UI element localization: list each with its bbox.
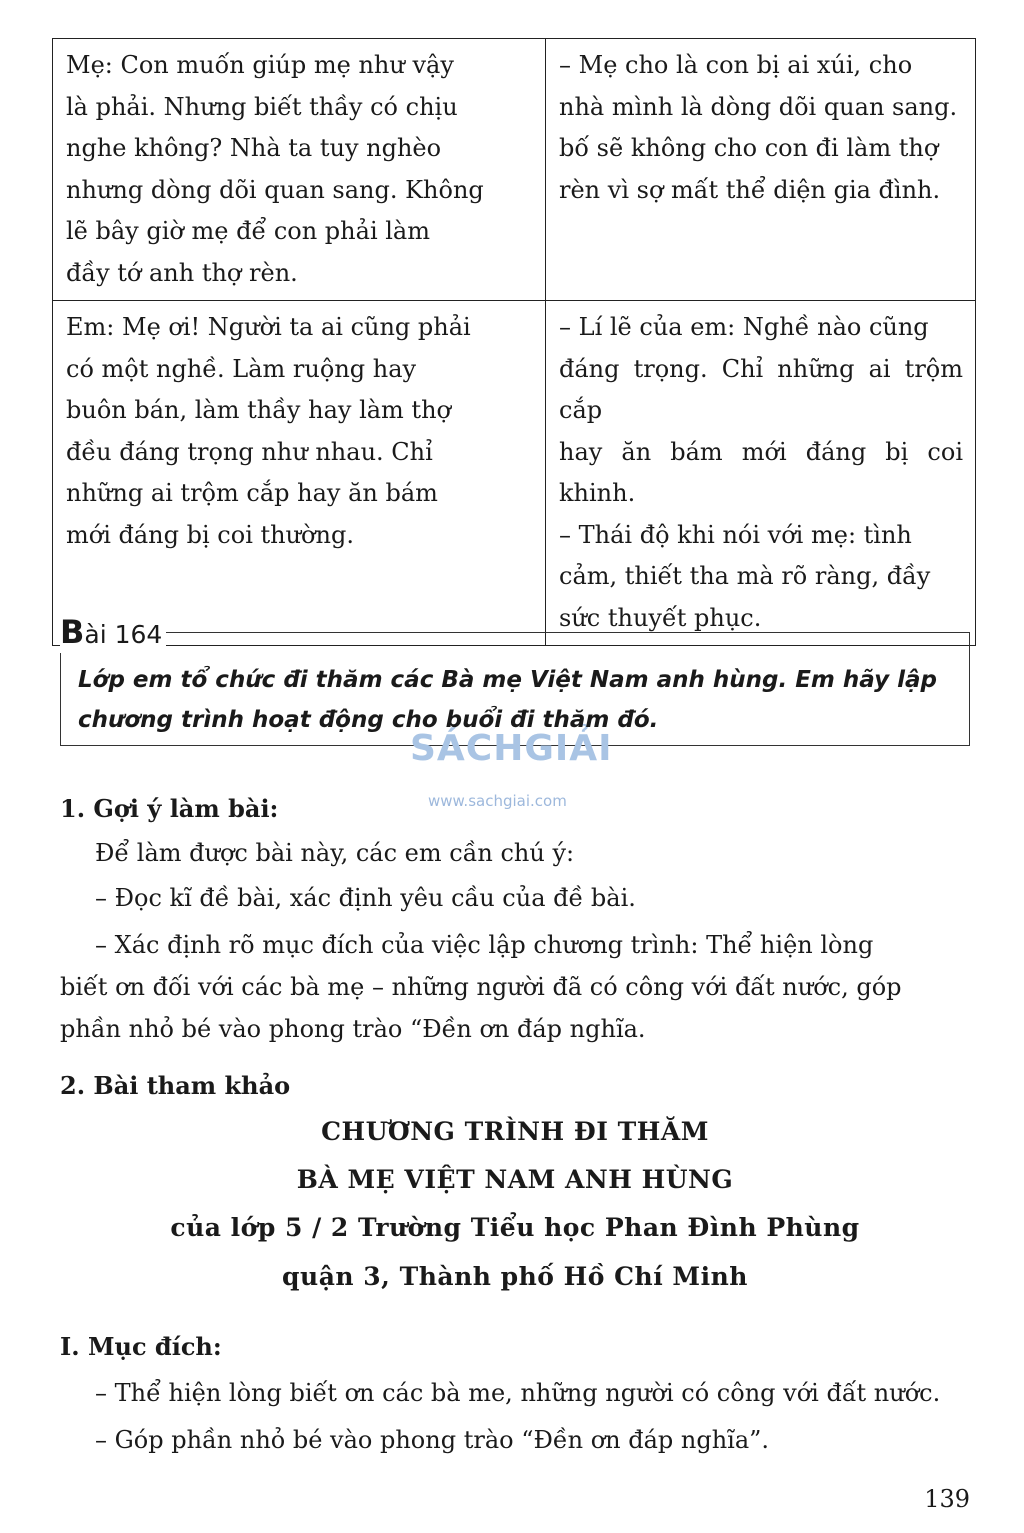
section-heading: 2. Bài tham khảo xyxy=(60,1071,291,1100)
text-line: bố sẽ không cho con đi làm thợ xyxy=(559,134,939,162)
text-line: rèn vì sợ mất thể diện gia đình. xyxy=(559,175,941,204)
paragraph: – Thể hiện lòng biết ơn các bà me, những người có công với đất nước. xyxy=(95,1379,941,1407)
program-title: BÀ MẸ VIỆT NAM ANH HÙNG xyxy=(296,1165,734,1194)
text-line: – Mẹ cho là con bị ai xúi, cho xyxy=(559,51,913,79)
text-line: là phải. Nhưng biết thầy có chịu xyxy=(66,92,458,121)
exercise-title-rest: ài 164 xyxy=(84,620,163,649)
exercise-task-line: Lớp em tổ chức đi thăm các Bà mẹ Việt Nam anh hùng. Em hãy lập xyxy=(78,667,937,693)
table-cell-dialogue xyxy=(53,39,546,301)
text-line: cảm, thiết tha mà rõ ràng, đầy xyxy=(559,562,931,590)
text-line: đều đáng trọng như nhau. Chỉ xyxy=(66,437,433,466)
paragraph: phần nhỏ bé vào phong trào “Đền ơn đáp nghĩa. xyxy=(60,1015,646,1043)
text-line: đáng trọng. Chỉ những ai trộm cắp xyxy=(559,354,963,424)
paragraph: – Góp phần nhỏ bé vào phong trào “Đền ơn đáp nghĩa”. xyxy=(95,1426,770,1454)
text-line: nhưng dòng dõi quan sang. Không xyxy=(66,175,484,204)
paragraph: – Đọc kĩ đề bài, xác định yêu cầu của đề bài. xyxy=(95,884,636,912)
program-subtitle: của lớp 5 / 2 Trường Tiểu học Phan Đình Phùng xyxy=(170,1213,860,1242)
text-line: – Thái độ khi nói với mẹ: tình xyxy=(559,520,912,549)
text-line: Em: Mẹ ơi! Người ta ai cũng phải xyxy=(66,313,471,341)
page-number: 139 xyxy=(924,1485,970,1513)
text-line: mới đáng bị coi thường. xyxy=(66,520,354,549)
exercise-task-line: chương trình hoạt động cho buổi đi thăm đó. xyxy=(78,707,659,733)
exercise-title-initial: B xyxy=(60,613,85,651)
text-line: Mẹ: Con muốn giúp mẹ như vậy xyxy=(66,51,454,79)
table-cell-dialogue xyxy=(53,301,546,646)
text-line: buôn bán, làm thầy hay làm thợ xyxy=(66,396,451,424)
text-line: đầy tớ anh thợ rèn. xyxy=(66,258,298,287)
program-title: CHƯƠNG TRÌNH ĐI THĂM xyxy=(321,1117,709,1146)
program-subtitle: quận 3, Thành phố Hồ Chí Minh xyxy=(282,1262,748,1291)
text-line: nhà mình là dòng dõi quan sang. xyxy=(559,92,958,121)
text-line: sức thuyết phục. xyxy=(559,603,762,632)
dialogue-analysis-table xyxy=(52,38,976,646)
table-row xyxy=(53,39,976,301)
text-line: hay ăn bám mới đáng bị coi khinh. xyxy=(559,437,963,507)
watermark-logo: SÁCHGIẢI xyxy=(410,728,613,769)
text-line: nghe không? Nhà ta tuy nghèo xyxy=(66,134,442,162)
table-row xyxy=(53,301,976,646)
section-heading: I. Mục đích: xyxy=(60,1332,222,1361)
table-cell-analysis xyxy=(546,39,976,301)
exercise-title xyxy=(60,614,166,653)
paragraph: – Xác định rõ mục đích của việc lập chương trình: Thể hiện lòng xyxy=(95,931,874,959)
paragraph: Để làm được bài này, các em cần chú ý: xyxy=(95,839,575,867)
text-line: lẽ bây giờ mẹ để con phải làm xyxy=(66,217,430,245)
text-line: – Lí lẽ của em: Nghề nào cũng xyxy=(559,313,929,341)
paragraph: biết ơn đối với các bà mẹ – những người đã có công với đất nước, góp xyxy=(60,973,902,1001)
text-line: có một nghề. Làm ruộng hay xyxy=(66,354,417,383)
section-heading: 1. Gợi ý làm bài: xyxy=(60,794,279,823)
exercise-task xyxy=(78,660,958,740)
text-line: những ai trộm cắp hay ăn bám xyxy=(66,479,438,507)
table-cell-analysis xyxy=(546,301,976,646)
watermark-url: www.sachgiai.com xyxy=(428,792,567,810)
